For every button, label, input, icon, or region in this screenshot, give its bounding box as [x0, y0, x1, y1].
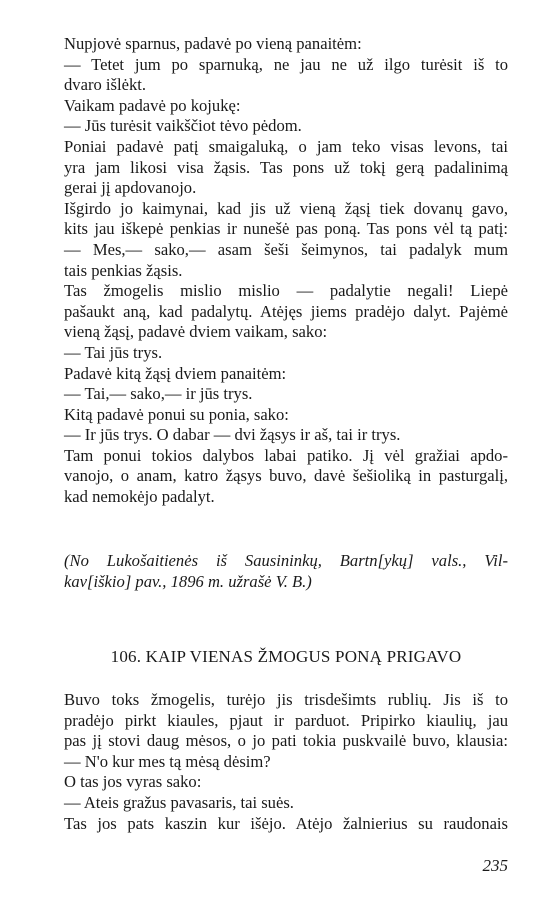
text-line: — Tai,— sako,— ir jūs trys.	[64, 384, 253, 404]
text-line: O tas jos vyras sako:	[64, 772, 202, 792]
text-line: gerai jį apdovanojo.	[64, 178, 197, 198]
text-line: Tas jos pats kaszin kur išėjo. Atėjo žalnierius su raudonais	[64, 813, 508, 833]
text-line: (No Lukošaitienės iš Sausininkų, Bartn[ykų] vals., Vil-	[64, 551, 508, 570]
text-line: Kitą padavė ponui su ponia, sako:	[64, 404, 289, 424]
story-text-bottom	[64, 690, 508, 834]
text-line: Nupjovė sparnus, padavė po vieną panaitėm:	[64, 34, 362, 53]
book-page	[64, 0, 508, 914]
text-line: kad nemokėjo padalyt.	[64, 487, 215, 507]
text-line: — Ir jūs trys. O dabar — dvi žąsys ir aš, tai ir trys.	[64, 425, 401, 445]
text-line: — Ateis gražus pavasaris, tai suės.	[64, 792, 294, 812]
text-line: pradėjo pirkt kiaules, pjaut ir parduot. Pripirko kiaulių, jau	[64, 710, 508, 730]
story-text-top	[64, 34, 508, 508]
text-line: Išgirdo jo kaimynai, kad jis už vieną žąsį tiek dovanų gavo,	[64, 198, 508, 218]
text-line: Poniai padavė patį smaigaluką, o jam teko visas levons, tai	[64, 136, 508, 156]
source-note	[64, 551, 508, 592]
text-line: — Tai jūs trys.	[64, 342, 163, 362]
text-line: Tam ponui tokios dalybos labai patiko. Jį vėl gražiai apdo-	[64, 445, 508, 465]
text-line: Padavė kitą žąsį dviem panaitėm:	[64, 363, 287, 383]
text-line: tais penkias žąsis.	[64, 260, 183, 280]
text-line: — Mes,— sako,— asam šeši šeimynos, tai padalyk mum	[64, 239, 508, 259]
text-line: kits jau iškepė penkias ir nunešė pas poną. Tas pons vėl tą patį:	[64, 219, 508, 239]
text-line: — N'o kur mes tą mėsą dėsim?	[64, 751, 271, 771]
text-line: kav[iškio] pav., 1896 m. užrašė V. B.)	[64, 571, 312, 591]
text-line: Tas žmogelis mislio mislio — padalytie negali! Liepė	[64, 281, 508, 301]
text-line: — Tetet jum po sparnuką, ne jau ne už ilgo turėsit iš to	[64, 54, 508, 74]
text-line: — Jūs turėsit vaikščiot tėvo pėdom.	[64, 116, 302, 136]
text-line: vanojo, o anam, katro žąsys buvo, davė šešioliką in pasturgalį,	[64, 466, 508, 486]
text-line: Buvo toks žmogelis, turėjo jis trisdešimts rublių. Jis iš to	[64, 690, 508, 709]
page-number: 235	[482, 856, 508, 875]
text-line: pašaukt aną, kad padalytų. Atėjęs jiems pradėjo dalyt. Pajėmė	[64, 301, 508, 321]
text-line: vieną žąsį, padavė dviem vaikam, sako:	[64, 322, 328, 342]
text-line: pas jį stovi daug mėsos, o jo pati tokia puskvailė buvo, klausia:	[64, 731, 508, 751]
text-line: yra jam likosi visa žąsis. Tas pons už tokį gerą padalinimą	[64, 157, 508, 177]
text-line: Vaikam padavė po kojukę:	[64, 95, 241, 115]
story-heading: 106. KAIP VIENAS ŽMOGUS PONĄ PRIGAVO	[110, 647, 462, 666]
text-line: dvaro išlėkt.	[64, 75, 147, 95]
